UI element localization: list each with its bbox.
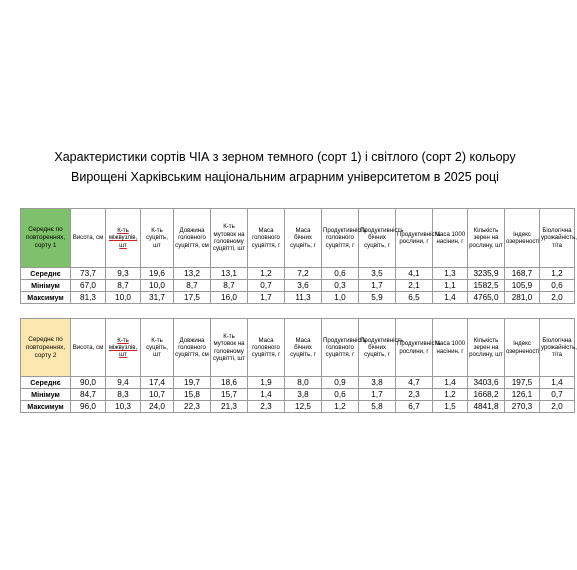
variety-1-table xyxy=(20,208,575,304)
table-cell: 2,3 xyxy=(248,401,285,413)
table-cell: 16,0 xyxy=(211,292,248,304)
header-cell-internodes: К-ть міжвузлів, шт xyxy=(106,319,141,377)
table-cell: 1,3 xyxy=(433,268,468,280)
table-cell: 6,7 xyxy=(396,401,433,413)
table-cell: 3,8 xyxy=(285,389,322,401)
table-corner-cell: Середнє по повтореннях, сорту 1 xyxy=(21,209,71,268)
table-cell: 0,6 xyxy=(322,268,359,280)
table-cell: 1582,5 xyxy=(468,280,505,292)
header-cell-main-productivity: Продуктивність головного суцвіття, г xyxy=(322,319,359,377)
row-label: Максимум xyxy=(21,401,71,413)
header-cell-grain-index: Індекс озерненості xyxy=(505,319,540,377)
header-cell-height: Висота, см xyxy=(71,209,106,268)
page-title: Характеристики сортів ЧІА з зерном темного (сорт 1) і світлого (сорт 2) кольору xyxy=(54,150,516,164)
variety-2-table xyxy=(20,318,575,413)
table-cell: 24,0 xyxy=(141,401,174,413)
header-cell-internodes: К-ть міжвузлів, шт xyxy=(106,209,141,268)
table-cell: 168,7 xyxy=(505,268,540,280)
table-cell: 10,3 xyxy=(106,401,141,413)
header-cell-main-length: Довжина головного суцвіття, см xyxy=(174,209,211,268)
table-cell: 10,0 xyxy=(106,292,141,304)
table-row xyxy=(21,389,575,401)
table-cell: 1,2 xyxy=(248,268,285,280)
table-row xyxy=(21,280,575,292)
table-cell: 1,0 xyxy=(322,292,359,304)
table-cell: 90,0 xyxy=(71,377,106,389)
table-cell: 4,1 xyxy=(396,268,433,280)
table-cell: 17,5 xyxy=(174,292,211,304)
table-row xyxy=(21,292,575,304)
table-cell: 0,3 xyxy=(322,280,359,292)
table-cell: 17,4 xyxy=(141,377,174,389)
header-cell-plant-productivity: Продуктивність рослини, г xyxy=(396,209,433,268)
table-cell: 4841,8 xyxy=(468,401,505,413)
row-label: Мінімум xyxy=(21,389,71,401)
row-label: Середнє xyxy=(21,268,71,280)
table-cell: 3,6 xyxy=(285,280,322,292)
header-cell-main-mass: Маса головного суцвіття, г xyxy=(248,319,285,377)
table-cell: 2,0 xyxy=(540,292,575,304)
table-cell: 4,7 xyxy=(396,377,433,389)
table-cell: 8,3 xyxy=(106,389,141,401)
table-cell: 73,7 xyxy=(71,268,106,280)
table-header-row xyxy=(21,209,575,268)
header-cell-inflorescences: К-ть суцвіть, шт xyxy=(141,209,174,268)
table-cell: 84,7 xyxy=(71,389,106,401)
table-cell: 8,7 xyxy=(106,280,141,292)
table-cell: 9,4 xyxy=(106,377,141,389)
table-cell: 15,7 xyxy=(211,389,248,401)
table-cell: 8,7 xyxy=(211,280,248,292)
page-subtitle: Вирощені Харківським національним аграрним університетом в 2025 році xyxy=(71,170,499,184)
header-cell-side-mass: Маса бічних суцвіть, г xyxy=(285,209,322,268)
table-cell: 0,6 xyxy=(540,280,575,292)
table-cell: 5,9 xyxy=(359,292,396,304)
header-cell-height: Висота, см xyxy=(71,319,106,377)
table-cell: 2,0 xyxy=(540,401,575,413)
table-cell: 67,0 xyxy=(71,280,106,292)
header-cell-thousand-seed-mass: Маса 1000 насінин, г xyxy=(433,209,468,268)
table-cell: 3,5 xyxy=(359,268,396,280)
row-label: Середнє xyxy=(21,377,71,389)
header-cell-thousand-seed-mass: Маса 1000 насінин, г xyxy=(433,319,468,377)
table-row xyxy=(21,401,575,413)
header-cell-main-length: Довжина головного суцвіття, см xyxy=(174,319,211,377)
table-cell: 15,8 xyxy=(174,389,211,401)
table-row xyxy=(21,377,575,389)
table-cell: 3,8 xyxy=(359,377,396,389)
table-cell: 18,6 xyxy=(211,377,248,389)
header-cell-inflorescences: К-ть суцвіть, шт xyxy=(141,319,174,377)
table-cell: 126,1 xyxy=(505,389,540,401)
table-cell: 8,0 xyxy=(285,377,322,389)
table-cell: 13,1 xyxy=(211,268,248,280)
header-cell-plant-productivity: Продуктивність рослини, г xyxy=(396,319,433,377)
table-cell: 1,4 xyxy=(433,292,468,304)
table-cell: 96,0 xyxy=(71,401,106,413)
table-cell: 2,3 xyxy=(396,389,433,401)
header-cell-grain-count: Кількість зерен на рослину, шт xyxy=(468,319,505,377)
table-cell: 1,7 xyxy=(359,280,396,292)
table-cell: 1,4 xyxy=(433,377,468,389)
table-cell: 5,8 xyxy=(359,401,396,413)
header-cell-side-productivity: Продуктивність бічних суцвіть, г xyxy=(359,319,396,377)
table-cell: 12,5 xyxy=(285,401,322,413)
table-cell: 11,3 xyxy=(285,292,322,304)
table-cell: 1,9 xyxy=(248,377,285,389)
table-cell: 21,3 xyxy=(211,401,248,413)
header-cell-grain-index: Індекс озерненості xyxy=(505,209,540,268)
row-label: Максимум xyxy=(21,292,71,304)
table-cell: 1,4 xyxy=(248,389,285,401)
table-cell: 3235,9 xyxy=(468,268,505,280)
table-header-row xyxy=(21,319,575,377)
table-cell: 7,2 xyxy=(285,268,322,280)
table-cell: 1,2 xyxy=(322,401,359,413)
table-cell: 1,5 xyxy=(433,401,468,413)
table-cell: 31,7 xyxy=(141,292,174,304)
table-corner-cell: Середнє по повтореннях, сорту 2 xyxy=(21,319,71,377)
header-cell-main-productivity: Продуктивність головного суцвіття, г xyxy=(322,209,359,268)
header-cell-main-mass: Маса головного суцвіття, г xyxy=(248,209,285,268)
table-cell: 105,9 xyxy=(505,280,540,292)
table-cell: 13,2 xyxy=(174,268,211,280)
table-cell: 1,1 xyxy=(433,280,468,292)
table-cell: 1,4 xyxy=(540,377,575,389)
row-label: Мінімум xyxy=(21,280,71,292)
table-cell: 8,7 xyxy=(174,280,211,292)
table-cell: 4765,0 xyxy=(468,292,505,304)
table-cell: 19,7 xyxy=(174,377,211,389)
table-cell: 1668,2 xyxy=(468,389,505,401)
table-cell: 0,9 xyxy=(322,377,359,389)
table-cell: 6,5 xyxy=(396,292,433,304)
header-cell-whorls: К-ть мутовок на головному суцвітті, шт xyxy=(211,209,248,268)
table-cell: 1,7 xyxy=(248,292,285,304)
table-cell: 9,3 xyxy=(106,268,141,280)
table-cell: 19,6 xyxy=(141,268,174,280)
table-cell: 270,3 xyxy=(505,401,540,413)
table-cell: 2,1 xyxy=(396,280,433,292)
table-cell: 22,3 xyxy=(174,401,211,413)
table-cell: 10,0 xyxy=(141,280,174,292)
table-cell: 3403,6 xyxy=(468,377,505,389)
header-cell-side-mass: Маса бічних суцвіть, г xyxy=(285,319,322,377)
table-cell: 0,7 xyxy=(248,280,285,292)
header-cell-whorls: К-ть мутовок на головному суцвітті, шт xyxy=(211,319,248,377)
table-cell: 0,6 xyxy=(322,389,359,401)
header-cell-side-productivity: Продуктивність бічних суцвіть, г xyxy=(359,209,396,268)
table-cell: 81,3 xyxy=(71,292,106,304)
table-cell: 1,2 xyxy=(433,389,468,401)
table-cell: 281,0 xyxy=(505,292,540,304)
table-row xyxy=(21,268,575,280)
table-cell: 1,7 xyxy=(359,389,396,401)
table-cell: 197,5 xyxy=(505,377,540,389)
table-cell: 10,7 xyxy=(141,389,174,401)
header-cell-yield: Біологічна урожайність, т/га xyxy=(540,209,575,268)
table-cell: 1,2 xyxy=(540,268,575,280)
header-cell-yield: Біологічна урожайність, т/га xyxy=(540,319,575,377)
table-cell: 0,7 xyxy=(540,389,575,401)
header-cell-grain-count: Кількість зерен на рослину, шт xyxy=(468,209,505,268)
